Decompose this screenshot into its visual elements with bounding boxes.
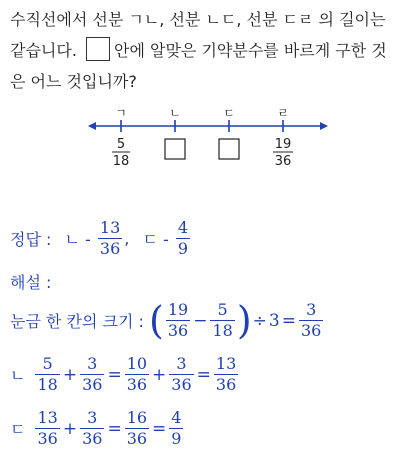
numerator: 3 (299, 300, 323, 321)
minus-sign: − (193, 310, 208, 331)
label-b: ㄴ (169, 106, 181, 120)
fraction (214, 354, 238, 395)
denominator: 36 (99, 239, 121, 258)
question-text (10, 4, 395, 97)
fraction (299, 300, 323, 341)
explanation-label: 해설 : (10, 273, 52, 292)
number-line (88, 106, 328, 176)
b-label: ㄴ (10, 366, 26, 385)
denominator: 36 (82, 375, 103, 394)
plus-sign: + (152, 364, 167, 385)
fraction-a-denominator: 18 (112, 154, 130, 169)
fraction (80, 408, 104, 449)
denominator: 9 (177, 239, 189, 258)
fraction (35, 354, 59, 395)
right-arrow-icon (320, 122, 328, 130)
numerator: 4 (171, 408, 182, 427)
fraction (125, 408, 149, 449)
divisor: 3 (268, 310, 280, 331)
fraction (35, 408, 59, 449)
equals-sign: = (152, 418, 167, 439)
denominator: 36 (126, 429, 148, 448)
fraction-d-denominator: 36 (274, 154, 292, 169)
fraction (125, 354, 149, 395)
answer-b-label: ㄴ - (64, 230, 91, 249)
numerator: 3 (80, 354, 104, 375)
fraction (210, 300, 234, 341)
answer-line (10, 218, 192, 259)
numerator: 10 (126, 354, 148, 373)
equals-sign: = (107, 364, 122, 385)
b-calculation-line (10, 354, 240, 395)
blank-box-c (219, 139, 239, 159)
label-d: ㄹ (277, 106, 289, 120)
answer-comma: , (124, 229, 130, 248)
numerator: 3 (169, 354, 193, 375)
denominator: 36 (167, 321, 189, 340)
numerator: 13 (37, 408, 58, 427)
denominator: 36 (126, 375, 148, 394)
question-part1: 수직선에서 선분 ㄱㄴ, 선분 ㄴㄷ, 선분 ㄷㄹ 의 길이는 같습니다. (10, 10, 386, 60)
denominator: 18 (212, 321, 233, 340)
left-arrow-icon (88, 122, 96, 130)
fraction-d-numerator: 19 (274, 137, 292, 152)
denominator: 36 (82, 429, 103, 448)
denominator: 18 (37, 375, 58, 394)
fraction (169, 408, 183, 449)
numerator: 4 (177, 218, 189, 237)
blank-box-b (165, 139, 185, 159)
numerator: 5 (210, 300, 234, 321)
fraction (169, 354, 193, 395)
blank-box (86, 37, 110, 61)
numerator: 13 (99, 218, 121, 237)
denominator: 36 (37, 429, 58, 448)
fraction (80, 354, 104, 395)
answer-c-fraction (176, 218, 190, 259)
plus-sign: + (62, 418, 78, 439)
denominator: 36 (215, 375, 237, 394)
answer-b-fraction (98, 218, 122, 259)
denominator: 9 (171, 429, 182, 448)
step-size-line (10, 300, 325, 341)
numerator: 16 (126, 408, 148, 427)
label-c: ㄷ (223, 106, 235, 120)
fraction (166, 300, 190, 341)
equals-sign: = (107, 418, 122, 439)
label-a: ㄱ (115, 106, 127, 120)
left-paren: ( (149, 298, 164, 343)
answer-c-label: ㄷ - (142, 230, 169, 249)
plus-sign: + (62, 364, 78, 385)
c-label: ㄷ (10, 420, 26, 439)
answer-label: 정답 : (10, 230, 52, 249)
denominator: 36 (300, 321, 322, 340)
question-part2: 안에 알맞은 기약분수를 바르게 구한 것은 어느 것입니까? (10, 41, 387, 91)
fraction-a-numerator: 5 (116, 137, 126, 152)
numerator: 19 (167, 300, 189, 319)
numerator: 13 (215, 354, 237, 373)
denominator: 36 (171, 375, 192, 394)
c-calculation-line (10, 408, 185, 449)
right-paren: ) (236, 298, 252, 343)
step-size-label: 눈금 한 칸의 크기 : (10, 312, 144, 331)
numerator: 5 (35, 354, 59, 375)
equals-sign: = (281, 310, 296, 331)
equals-sign: = (196, 364, 211, 385)
divide-sign: ÷ (252, 310, 267, 331)
number-line-graphic (88, 106, 328, 176)
numerator: 3 (80, 408, 104, 429)
